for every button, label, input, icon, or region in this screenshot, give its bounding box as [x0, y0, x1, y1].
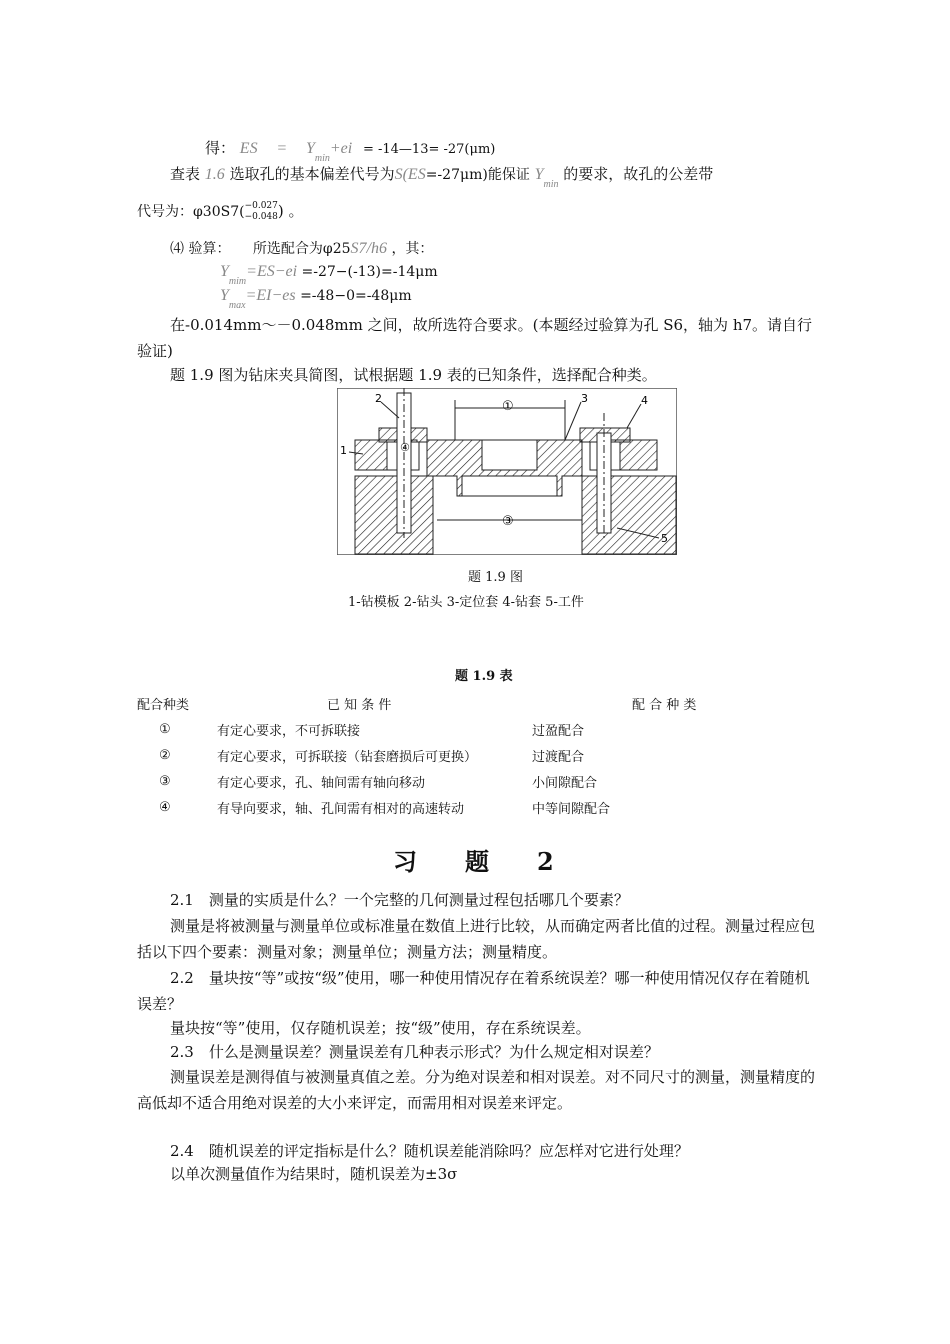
question-2-4: 2.4 随机误差的评定指标是什么？随机误差能消除吗？应怎样对它进行处理？	[170, 1142, 689, 1160]
table-row: ① 有定心要求，不可拆联接 过盈配合	[159, 721, 585, 739]
label-2: 2	[375, 392, 382, 405]
tolerance-code-line: 代号为：φ30S7(−0.027 −0.048) 。	[137, 201, 304, 222]
section-heading: 习 题 2	[393, 847, 554, 876]
table-title: 题 1.9 表	[455, 669, 513, 684]
ymax-equation: $Y_{max}=EI-es =-48-0=-48\mu m$	[220, 287, 412, 311]
answer-2-2: 量块按“等”使用，仅存随机误差；按“级”使用，存在系统误差。	[170, 1019, 591, 1037]
figure-legend: 1-钻模板 2-钻头 3-定位套 4-钻套 5-工件	[348, 595, 584, 610]
label-4: 4	[641, 394, 648, 407]
table-row: ③ 有定心要求，孔、轴间需有轴向移动 小间隙配合	[159, 773, 598, 791]
figure-caption: 题 1.9 图	[468, 570, 523, 585]
table-row: ④ 有导向要求，轴、孔间需有相对的高速转动 中等间隙配合	[159, 799, 611, 817]
workpiece-left	[355, 476, 433, 554]
header-type: 配合种类	[137, 697, 190, 713]
answer-2-4: 以单次测量值作为结果时，随机误差为±3σ	[170, 1165, 458, 1183]
question-2-3: 2.3 什么是测量误差？测量误差有几种表示形式？为什么规定相对误差？	[170, 1043, 659, 1061]
answer-2-3: 测量误差是测得值与被测量真值之差。分为绝对误差和相对误差。对不同尺寸的测量，测量精度的高低却不适合用绝对误差的大小来评定，而需用相对误差来评定。	[137, 1068, 816, 1112]
deviation-fraction: −0.027 −0.048	[244, 201, 278, 222]
fit-table	[137, 690, 710, 820]
drill-jig-figure	[337, 388, 677, 555]
table-header	[137, 690, 710, 716]
header-fit: 配 合 种 类	[632, 697, 697, 713]
ymin-equation: $Y_{mim}=ES-ei =-27-(-13)=-14\mu m$	[220, 263, 438, 287]
answer-2-1: 测量是将被测量与测量单位或标准量在数值上进行比较，从而确定两者比值的过程。测量过程应包括以下四个要素：测量对象；测量单位；测量方法；测量精度。	[137, 917, 816, 961]
label-1: 1	[340, 444, 347, 457]
problem-statement: 题 1.9 图为钻床夹具简图，试根据题 1.9 表的已知条件，选择配合种类。	[170, 366, 657, 384]
label-circle-4: ④	[400, 441, 410, 454]
equation-es: 得： ES = $Y_{min}+ei$ = -14—13= -27(μm)	[205, 139, 496, 164]
label-3: 3	[581, 392, 588, 405]
label-circle-1: ①	[502, 399, 514, 414]
select-hole-line: 查表 1.6 选取孔的基本偏差代号为S(ES=-27μm)能保证 $Y_{min}$ 的要求，故孔的公差带	[170, 165, 714, 190]
label-circle-3: ③	[502, 514, 514, 529]
question-2-2: 2.2 量块按“等”或按“级”使用，哪一种使用情况存在着系统误差？哪一种使用情况仅存在着随机误差？	[137, 969, 810, 1013]
table-row: ② 有定心要求，可拆联接（钻套磨损后可更换） 过渡配合	[159, 747, 585, 765]
question-2-1: 2.1 测量的实质是什么？一个完整的几何测量过程包括哪几个要素？	[170, 891, 629, 909]
header-condition: 已 知 条 件	[327, 697, 392, 713]
verify-line: ⑷ 验算： 所选配合为φ25S7/h6 ，其：	[170, 240, 434, 257]
label-5: 5	[661, 532, 668, 545]
conclusion-paragraph: 在-0.014mm～－0.048mm 之间，故所选符合要求。(本题经过验算为孔 S6，轴为 h7。请自行验证)	[137, 316, 813, 360]
